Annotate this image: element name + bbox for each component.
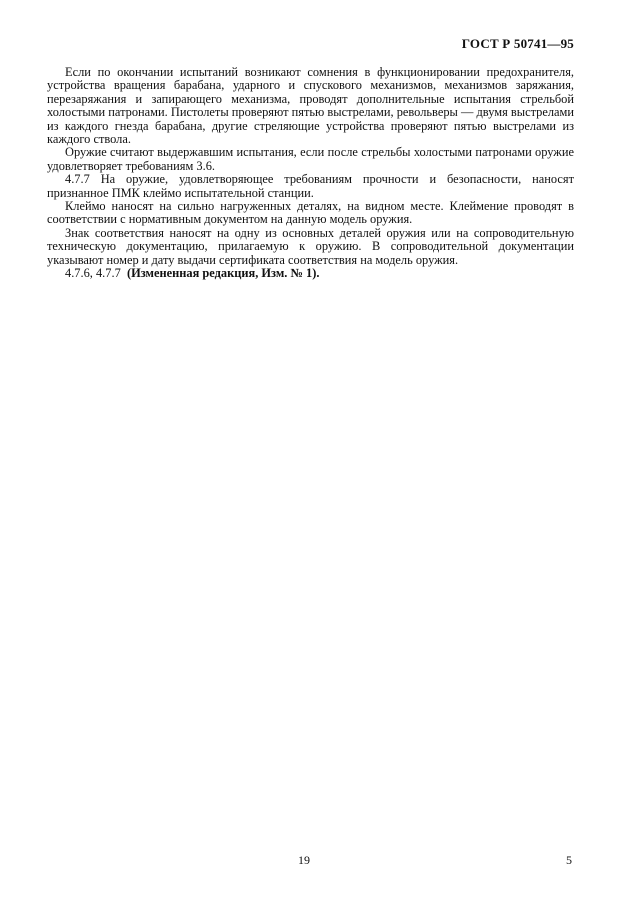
sheet-number: 5 (566, 853, 572, 867)
amendment-note: (Измененная редакция, Изм. № 1). (126, 266, 320, 281)
page-number: 19 (298, 853, 310, 867)
paragraph-clause-4-7-7: 4.7.7 На оружие, удовлетворяющее требованиям прочности и безопасности, наносят признанное ПМК клеймо испытательной станции. (47, 172, 574, 200)
amendment-clauses: 4.7.6, 4.7.7 (65, 266, 121, 281)
paragraph-stamp-placement: Клеймо наносят на сильно нагруженных деталях, на видном месте. Клеймение проводят в соответствии с нормативным документом на данную модель оружия. (47, 199, 574, 227)
paragraph-additional-tests: Если по окончании испытаний возникают сомнения в функционировании предохранителя, устройства вращения барабана, ударного и спускового механизмов, механизмов заряжания, перезаряжания и запирающего механизма, проводят дополнительные испытания стрельбой холостыми патронами. Пистолеты проверяют пятью выстрелами, револьверы — двумя выстрелами из каждого гнезда барабана, другие стреляющие устройства проверяют пятью выстрелами из каждого ствола. (47, 65, 574, 147)
standard-code-header: ГОСТ Р 50741—95 (461, 36, 574, 51)
paragraph-amendment (47, 267, 574, 280)
paragraph-conformity-mark: Знак соответствия наносят на одну из основных деталей оружия или на сопроводительную техническую документацию, прилагаемую к оружию. В сопроводительной документации указывают номер и дату выдачи сертификата соответствия на модель оружия. (47, 225, 574, 267)
body-text (47, 66, 574, 281)
paragraph-test-passed: Оружие считают выдержавшим испытания, если после стрельбы холостыми патронами оружие удовлетворяет требованиям 3.6. (47, 145, 574, 173)
